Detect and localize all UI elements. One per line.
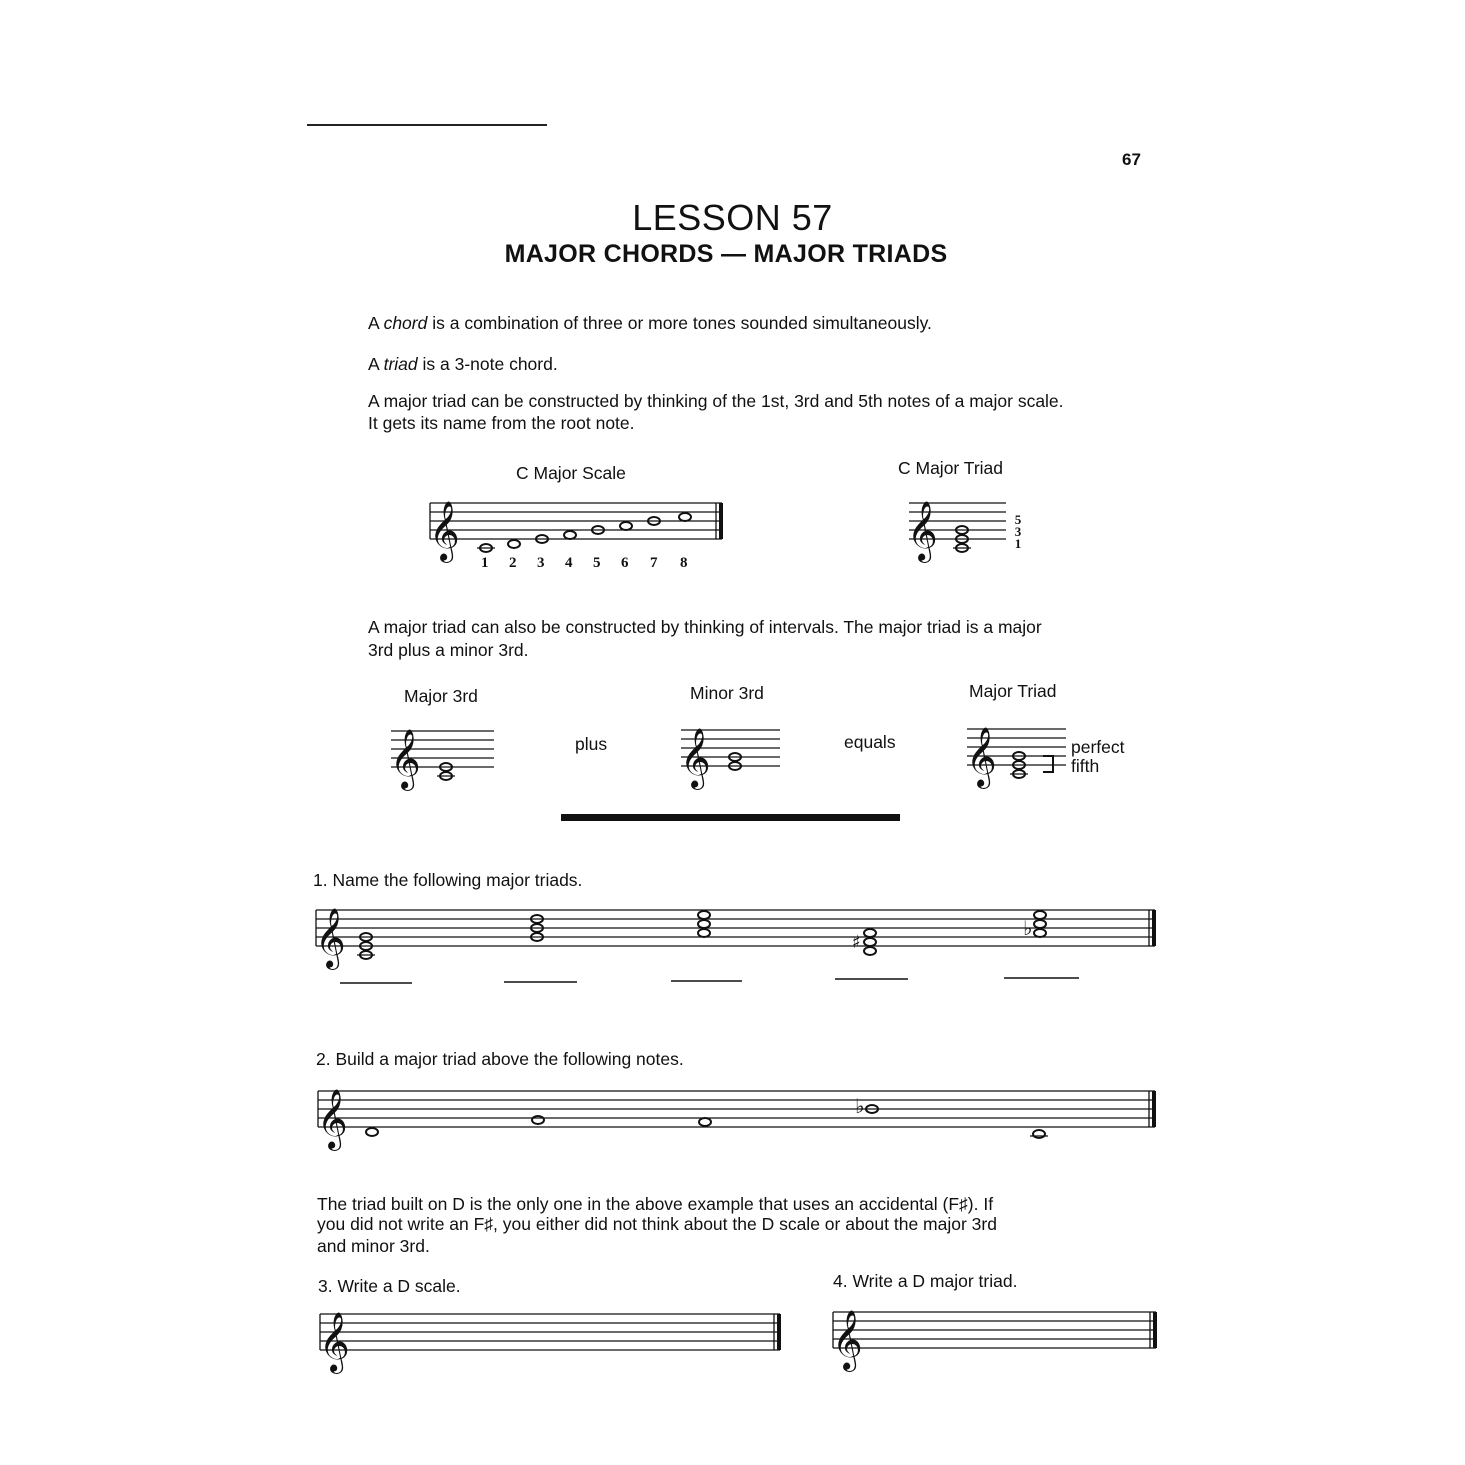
treble-clef-icon: 𝄞 — [966, 727, 997, 787]
triad-definition: A triad is a 3-note chord. — [368, 354, 558, 374]
flat-icon: ♭ — [855, 1094, 865, 1118]
sharp-icon: ♯ — [852, 932, 861, 953]
exercise-2-prompt: 2. Build a major triad above the following notes. — [316, 1049, 684, 1069]
flat-icon: ♭ — [1023, 916, 1033, 940]
treble-clef-icon: 𝄞 — [907, 501, 938, 561]
triad-caption: C Major Triad — [898, 458, 1004, 478]
degree-6: 6 — [621, 555, 629, 571]
minor-3rd-caption: Minor 3rd — [690, 683, 764, 703]
construct-line-1: A major triad can be constructed by thinking of the 1st, 3rd and 5th notes of a major scale. — [368, 391, 1064, 411]
treble-clef-icon: 𝄞 — [832, 1310, 863, 1370]
degree-3: 3 — [537, 555, 545, 571]
scale-caption: C Major Scale — [516, 463, 626, 483]
degree-1: 1 — [481, 555, 489, 571]
treble-clef-icon: 𝄞 — [390, 729, 421, 789]
exercise-3-prompt: 3. Write a D scale. — [318, 1276, 461, 1296]
fifth-label: fifth — [1071, 756, 1100, 776]
intervals-line-2: 3rd plus a minor 3rd. — [368, 640, 529, 660]
lesson-subtitle: MAJOR CHORDS — MAJOR TRIADS — [504, 240, 948, 268]
treble-clef-icon: 𝄞 — [319, 1312, 350, 1372]
degree-5: 5 — [593, 555, 601, 571]
construct-line-2: It gets its name from the root note. — [368, 413, 635, 433]
degree-7: 7 — [650, 555, 658, 571]
treble-clef-icon: 𝄞 — [317, 1089, 348, 1149]
major-3rd-caption: Major 3rd — [404, 686, 478, 706]
equals-label: equals — [844, 732, 896, 752]
note-line-2: you did not write an F♯, you either did not think about the D scale or about the major 3rd — [317, 1214, 997, 1234]
note-line-3: and minor 3rd. — [317, 1236, 430, 1256]
major-triad-caption: Major Triad — [969, 681, 1057, 701]
intervals-line-1: A major triad can also be constructed by thinking of intervals. The major triad is a major — [368, 617, 1042, 637]
treble-clef-icon: 𝄞 — [315, 908, 346, 968]
exercise-4-prompt: 4. Write a D major triad. — [833, 1271, 1018, 1291]
treble-clef-icon: 𝄞 — [429, 501, 460, 561]
page-number: 67 — [1122, 150, 1141, 169]
treble-clef-icon: 𝄞 — [680, 728, 711, 788]
perfect-label: perfect — [1071, 737, 1125, 757]
degree-8: 8 — [680, 555, 688, 571]
note-line-1: The triad built on D is the only one in the above example that uses an accidental (F♯). If — [317, 1194, 994, 1214]
lesson-title: LESSON 57 — [632, 197, 833, 238]
chord-definition: A chord is a combination of three or more tones sounded simultaneously. — [368, 313, 932, 333]
exercise-1-prompt: 1. Name the following major triads. — [313, 870, 583, 890]
triad-degrees: 5 3 1 — [1014, 512, 1022, 551]
degree-4: 4 — [565, 555, 573, 571]
degree-2: 2 — [509, 555, 517, 571]
plus-label: plus — [575, 734, 608, 754]
